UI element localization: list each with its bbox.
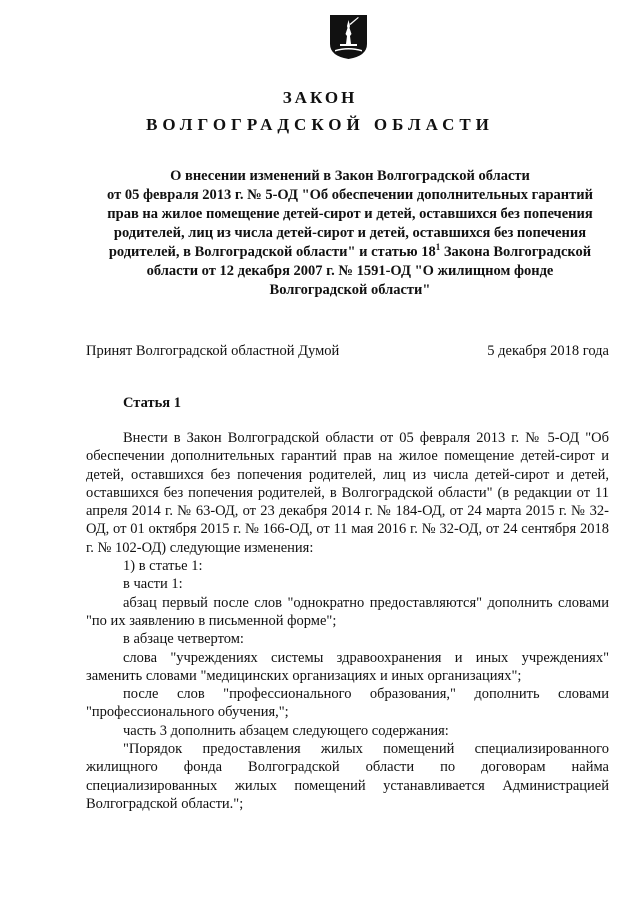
adopted-by: Принят Волгоградской областной Думой (86, 343, 340, 359)
article-heading: Статья 1 (123, 395, 181, 411)
article-body (86, 429, 609, 813)
paragraph: в части 1: (123, 576, 183, 593)
document-region: ВОЛГОГРАДСКОЙ ОБЛАСТИ (146, 115, 494, 134)
paragraph: 1) в статье 1: (123, 558, 203, 575)
paragraph: слова "учреждениях системы здравоохранения и иных учреждениях" заменить словами "медицинских организациях и иных организациях"; (86, 649, 609, 684)
coat-of-arms-icon (329, 14, 368, 60)
document-title: ЗАКОН (282, 88, 358, 107)
paragraph: "Порядок предоставления жилых помещений специализированного жилищного фонда Волгоградской области по договорам найма специализированных жилых помещений устанавливается Администрацией Волгоградской области."; (86, 741, 609, 812)
paragraph: в абзаце четвертом: (123, 631, 244, 648)
paragraph: абзац первый после слов "однократно предоставляются" дополнить словами "по их заявлению в письменной форме"; (86, 594, 609, 629)
law-subject: О внесении изменений в Закон Волгоградской области от 05 февраля 2013 г. № 5-ОД "Об обеспечении дополнительных гарантий прав на жилое помещение детей-сирот и детей, оставшихся без попечения родителей, лиц из числа детей-сирот и детей, оставшихся без попечения родителей, в Волгоградской области" и статью $18^1$ Закона Волгоградской области от 12 декабря 2007 г. № 1591-ОД "О жилищном фонде Волгоградской области" (107, 168, 593, 298)
paragraph: часть 3 дополнить абзацем следующего содержания: (123, 722, 449, 739)
paragraph: после слов "профессионального образования," дополнить словами "профессионального обучения,"; (86, 686, 609, 721)
adoption-line (86, 343, 609, 360)
paragraph: Внести в Закон Волгоградской области от 05 февраля 2013 г. № 5-ОД "Об обеспечении дополнительных гарантий прав на жилое помещение детей-сирот и детей, оставшихся без попечения родителей, лиц из числа детей-сирот и детей, оставшихся без попечения родителей, в Волгоградской области" (в редакции от 11 апреля 2014 г. № 63-ОД, от 23 декабря 2014 г. № 184-ОД, от 24 марта 2015 г. № 32-ОД, от 01 октября 2015 г. № 166-ОД, от 11 мая 2016 г. № 32-ОД, от 24 сентября 2018 г. № 102-ОД) следующие изменения: (86, 430, 609, 556)
adoption-date: 5 декабря 2018 года (487, 343, 609, 359)
